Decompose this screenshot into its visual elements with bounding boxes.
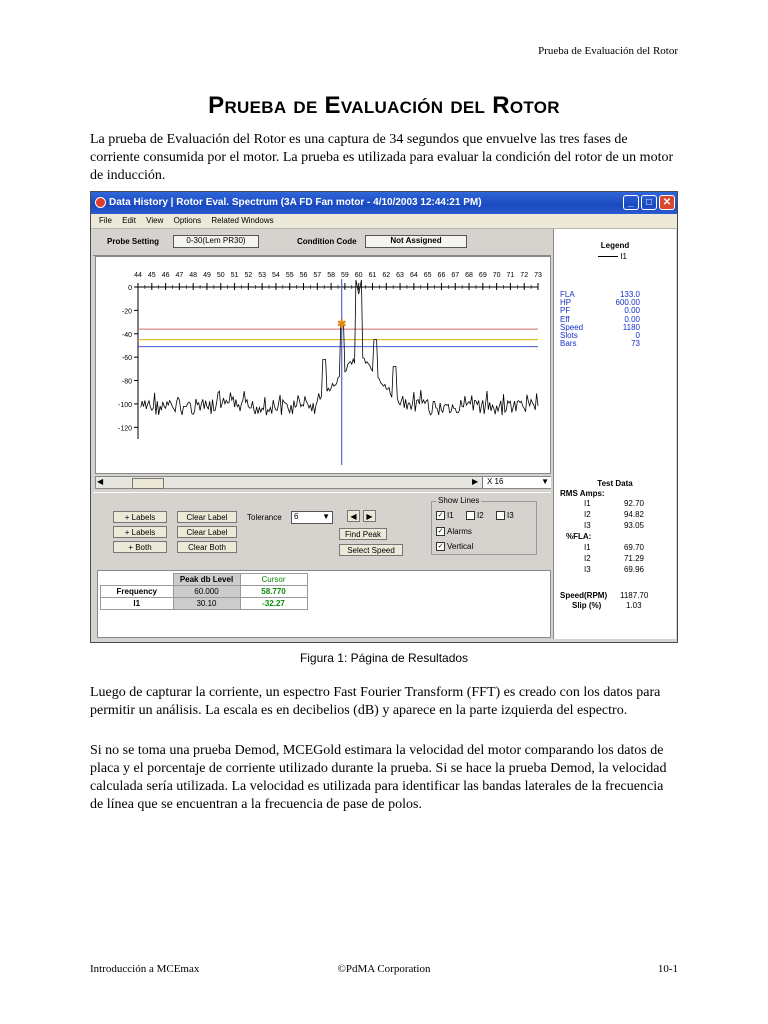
motor-info-value: 73 [631,339,640,349]
fla-key: I3 [584,565,591,574]
close-icon[interactable]: ✕ [659,195,675,210]
menu-options[interactable]: Options [173,216,202,225]
fla-values [584,542,644,575]
x-tick-label: 61 [368,272,377,279]
x-tick-label: 62 [382,272,391,279]
add-both-button[interactable]: + Both [113,541,167,553]
alarms-checkbox[interactable] [436,527,472,536]
x-tick-label: 45 [147,272,156,279]
clear-label-2-button[interactable]: Clear Label [177,526,237,538]
peak-table [100,573,308,610]
fla-value: 69.70 [623,543,644,552]
menu-view[interactable]: View [146,216,164,225]
maximize-icon[interactable]: □ [641,195,657,210]
motor-info [560,291,640,348]
paragraph-fft: Luego de capturar la corriente, un espectro Fast Fourier Transform (FFT) es creado con los datos para permitir un análisis. La escala es en decibelios (dB) y aparece en la parte izquierda del espectro. [90,685,661,718]
motor-info-key: Eff [560,314,570,324]
motor-info-key: FLA [560,290,575,299]
legend-item [598,252,627,261]
x-tick-label: 47 [175,272,184,279]
unchecked-icon [466,511,475,520]
check-icon: ✓ [437,512,444,520]
x-tick-label: 70 [492,272,501,279]
fla-label: %FLA: [566,532,592,541]
check-icon: ✓ [437,543,444,551]
rms-value: 93.05 [623,521,644,530]
table-header [101,574,174,586]
scroll-thumb[interactable] [132,478,164,489]
legend-label: I1 [620,252,627,261]
x-tick-label: 68 [465,272,473,279]
table-header: Peak db Level [173,574,240,586]
rms-value: 92.70 [623,499,644,508]
menu-file[interactable]: File [99,216,112,225]
rms-row [584,509,644,520]
peak-marker: ✱ [337,318,347,331]
x-tick-label: 60 [354,272,363,279]
probe-setting-label: Probe Setting [107,237,160,246]
unchecked-icon [496,511,505,520]
table-header: Cursor [240,574,307,586]
motor-info-value: 0 [635,331,640,341]
rms-key: I2 [584,510,591,519]
footer-center: ©PdMA Corporation [337,963,431,975]
app-icon [95,197,106,208]
scroll-left-icon[interactable]: ◀ [97,477,104,486]
legend-swatch [598,256,618,257]
running-head: Prueba de Evaluación del Rotor [538,45,678,57]
tolerance-value: 6 [294,512,299,521]
y-tick-label: -60 [121,355,132,363]
motor-info-row [560,340,640,348]
rms-amps-label: RMS Amps: [560,489,605,498]
fla-row [584,542,644,553]
chevron-down-icon: ▼ [322,512,330,521]
x-tick-label: 66 [437,272,446,279]
fla-row [584,553,644,564]
y-tick-label: -20 [121,308,132,316]
slip-value: 1.03 [626,601,642,610]
table-cell: 30.10 [173,598,240,610]
window-titlebar [91,192,677,214]
y-tick-label: -80 [121,378,132,386]
i1-checkbox[interactable] [436,511,454,520]
x-tick-label: 63 [396,272,404,279]
check-icon: ✓ [437,528,444,536]
x-tick-label: 48 [189,272,198,279]
footer-page-number: 10-1 [657,963,678,975]
motor-info-value: 1180 [622,322,640,332]
show-lines-title: Show Lines [438,496,480,505]
x-tick-label: 71 [506,272,515,279]
next-peak-icon[interactable]: ▶ [363,510,376,522]
motor-info-value: 0.00 [624,306,640,316]
x-tick-label: 51 [230,272,239,279]
alarms-label: Alarms [447,527,472,536]
rms-value: 94.82 [623,510,644,519]
i2-checkbox[interactable] [466,511,484,520]
x-tick-label: 72 [520,272,529,279]
x-tick-label: 64 [409,272,418,279]
tolerance-label: Tolerance [247,513,282,522]
fla-key: I1 [584,543,591,552]
motor-info-key: Slots [560,331,578,341]
test-data-title: Test Data [597,479,633,488]
motor-info-value: 133.0 [619,290,640,299]
clear-label-button[interactable]: Clear Label [177,511,237,523]
spectrum-chart [96,257,550,473]
scroll-right-icon[interactable]: ▶ [472,477,479,486]
horizontal-scrollbar[interactable] [95,476,551,489]
add-labels-2-button[interactable]: + Labels [113,526,167,538]
speed-value: 1187.70 [620,591,649,600]
controls-panel [93,492,551,567]
peak-table-area [97,570,551,638]
intro-paragraph: La prueba de Evaluación del Rotor es una captura de 34 segundos que envuelve las tres fases de corriente consumida por el motor. La prueba es utilizada para evaluar la condición del rotor de un motor de inducción. [90,132,674,183]
spectrum-plot[interactable] [95,256,551,474]
rms-values [584,498,644,531]
motor-info-key: Bars [560,339,577,349]
find-peak-button[interactable]: Find Peak [339,528,387,540]
minimize-icon[interactable]: _ [623,195,639,210]
x-tick-label: 49 [203,272,211,279]
zoom-value: X 16 [487,477,504,486]
i3-checkbox[interactable] [496,511,514,520]
i2-label: I2 [477,511,484,520]
zoom-select[interactable] [482,477,551,488]
i3-label: I3 [507,511,514,520]
legend-title: Legend [600,241,630,250]
paragraph-demod: Si no se toma una prueba Demod, MCEGold estimara la velocidad del motor comparando los datos de placa y el porcentaje de corriente utilizado durante la prueba. Si se hace la prueba Demod, la velocidad calculada sería utilizada. La velocidad es utilizada para identificar las bandas laterales de la frecuencia de línea que se encuentran a la frecuencia de pase de polos. [90,743,667,812]
i1-series-line [141,280,538,415]
motor-info-value: 0.00 [624,314,640,324]
motor-info-key: PF [560,306,571,316]
x-tick-label: 67 [451,272,460,279]
rms-row [584,520,644,531]
probe-bar [93,229,551,256]
x-tick-label: 59 [340,272,349,279]
motor-info-key: Speed [560,322,584,332]
x-tick-label: 55 [285,272,294,279]
rms-row [584,498,644,509]
x-tick-label: 58 [327,272,336,279]
x-tick-label: 56 [299,272,308,279]
table-cell: Frequency [101,586,174,598]
speed-label: Speed(RPM) [560,591,608,600]
x-tick-label: 69 [478,272,487,279]
condition-code-label: Condition Code [297,237,357,246]
data-history-window [90,191,678,643]
figure-caption: Figura 1: Página de Resultados [299,651,469,665]
x-tick-label: 53 [258,272,267,279]
x-tick-label: 46 [161,272,170,279]
menubar [91,214,677,229]
y-tick-label: -40 [121,331,132,339]
vertical-checkbox[interactable] [436,542,473,551]
y-tick-label: -120 [117,425,132,433]
fla-value: 71.29 [623,554,644,563]
prev-peak-icon[interactable]: ◀ [347,510,360,522]
table-cell: -32.27 [240,598,307,610]
x-tick-label: 73 [534,272,542,279]
vertical-label: Vertical [447,542,474,551]
probe-setting-value[interactable]: 0-30(Lem PR30) [173,235,259,248]
show-lines-group [431,496,537,555]
x-tick-label: 50 [216,272,225,279]
tolerance-select[interactable] [291,511,333,524]
x-tick-label: 54 [272,272,280,279]
condition-code-value[interactable]: Not Assigned [365,235,467,248]
table-cell: 58.770 [240,586,307,598]
x-tick-label: 52 [244,272,253,279]
add-labels-button[interactable]: + Labels [113,511,167,523]
fla-row [584,564,644,575]
footer-left: Introducción a MCEmax [90,963,200,975]
slip-label: Slip (%) [572,601,602,610]
x-tick-label: 57 [313,272,322,279]
motor-info-key: HP [560,298,572,308]
page-title: Prueba de Evaluación del Rotor [208,92,560,119]
fla-value: 69.96 [623,565,644,574]
i1-label: I1 [447,511,454,520]
right-info-panel [553,229,676,639]
clear-both-button[interactable]: Clear Both [177,541,237,553]
y-tick-label: 0 [128,285,132,292]
fla-key: I2 [584,554,591,563]
table-cell: 60.000 [173,586,240,598]
menu-edit[interactable]: Edit [122,216,136,225]
x-tick-label: 65 [423,272,432,279]
chevron-down-icon: ▼ [541,477,549,486]
motor-info-value: 600.00 [615,298,640,308]
x-tick-label: 44 [134,272,142,279]
rms-key: I3 [584,521,591,530]
menu-related-windows[interactable]: Related Windows [211,216,274,225]
select-speed-button[interactable]: Select Speed [339,544,403,556]
table-cell: I1 [101,598,174,610]
window-title: Data History | Rotor Eval. Spectrum (3A FD Fan motor - 4/10/2003 12:44:21 PM) [109,197,482,208]
y-tick-label: -100 [117,401,132,409]
rms-key: I1 [584,499,591,508]
